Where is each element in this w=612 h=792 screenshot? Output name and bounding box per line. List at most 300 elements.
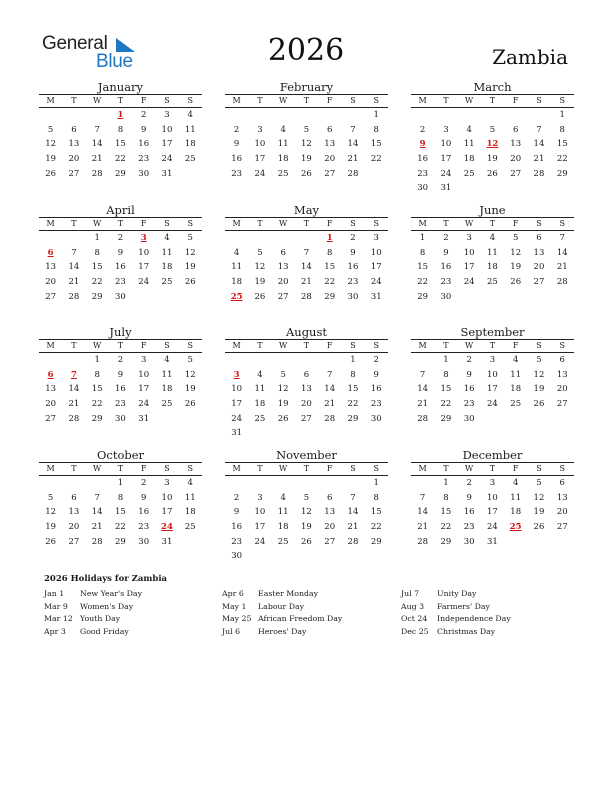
day-cell: 13 — [301, 384, 312, 395]
day-cell: 13 — [45, 384, 57, 395]
day-cell: 28 — [324, 413, 336, 424]
day-cell: 22 — [370, 522, 382, 533]
day-cell: 22 — [115, 154, 126, 165]
day-cell: 17 — [254, 154, 266, 165]
month-name: December — [462, 448, 523, 462]
day-cell: 30 — [115, 413, 126, 424]
holiday-date-label: Jul 7 — [401, 589, 420, 598]
day-cell: 30 — [138, 168, 150, 179]
holiday-list-title: 2026 Holidays for Zambia — [44, 574, 168, 584]
day-grid — [225, 476, 388, 564]
weekday-label: W — [279, 341, 288, 350]
day-cell: 25 — [184, 154, 196, 165]
day-cell: 23 — [138, 154, 150, 165]
day-cell: 5 — [47, 492, 54, 503]
day-cell: 11 — [277, 507, 289, 518]
day-cell: 17 — [487, 507, 498, 518]
day-cell: 2 — [373, 355, 379, 365]
day-cell: 23 — [231, 168, 243, 179]
day-cell: 26 — [533, 399, 545, 410]
day-cell: 28 — [91, 536, 103, 547]
day-cell: 10 — [487, 492, 498, 503]
day-cell: 17 — [231, 399, 243, 410]
day-cell: 21 — [91, 154, 103, 165]
empty-cell — [39, 108, 62, 123]
weekday-label: W — [93, 219, 102, 228]
day-cell: 30 — [138, 536, 150, 547]
day-cell: 24 — [370, 277, 382, 288]
empty-cell — [248, 108, 271, 123]
weekday-label: T — [489, 219, 496, 228]
day-cell: 7 — [419, 369, 426, 380]
day-cell: 6 — [512, 124, 519, 135]
day-cell: 3 — [140, 355, 147, 365]
day-cell: 4 — [257, 369, 263, 380]
weekday-label: W — [93, 464, 102, 473]
day-cell: 10 — [463, 247, 475, 258]
weekday-label: W — [279, 464, 288, 473]
day-cell: 27 — [301, 413, 312, 424]
weekday-label: F — [512, 341, 519, 350]
month-name: July — [109, 325, 132, 339]
day-cell: 29 — [324, 291, 336, 302]
month-september — [411, 325, 574, 426]
day-cell: 16 — [231, 154, 243, 165]
weekday-label: S — [559, 96, 565, 105]
weekday-label: T — [443, 464, 449, 473]
day-cell: 8 — [94, 369, 100, 380]
weekday-label: S — [350, 341, 356, 350]
day-cell: 17 — [370, 262, 382, 273]
day-cell: 19 — [301, 154, 312, 165]
day-cell: 3 — [443, 124, 449, 135]
day-cell: 31 — [370, 291, 382, 302]
day-cell: 14 — [91, 139, 103, 150]
month-january — [39, 80, 202, 181]
empty-cell — [318, 353, 341, 368]
day-cell: 8 — [373, 124, 379, 135]
day-cell: 21 — [417, 522, 429, 533]
day-cell: 20 — [556, 384, 568, 395]
day-cell: 13 — [556, 369, 568, 380]
weekday-header — [225, 462, 388, 476]
day-grid — [225, 231, 388, 304]
day-cell: 11 — [161, 369, 173, 380]
holiday-name: Farmers' Day — [437, 601, 490, 611]
weekday-label: T — [257, 464, 263, 473]
day-cell: 29 — [417, 291, 429, 302]
day-cell: 18 — [487, 262, 498, 273]
day-cell: 10 — [231, 384, 243, 395]
holiday-date-label: May 25 — [222, 614, 252, 623]
day-cell: 3 — [257, 492, 263, 503]
day-cell: 22 — [115, 522, 126, 533]
day-cell: 12 — [45, 507, 57, 518]
day-cell: 7 — [94, 124, 100, 135]
weekday-label: M — [232, 96, 241, 105]
weekday-label: S — [536, 464, 542, 473]
day-cell: 28 — [556, 277, 568, 288]
day-cell: 15 — [324, 262, 336, 273]
day-cell: 30 — [417, 183, 429, 194]
day-cell: 18 — [463, 154, 475, 165]
holiday-row — [401, 626, 571, 639]
day-cell: 1 — [373, 478, 379, 488]
day-cell: 2 — [140, 110, 147, 120]
day-cell: 27 — [556, 399, 568, 410]
weekday-label: T — [489, 464, 496, 473]
day-cell: 5 — [303, 124, 310, 135]
day-cell: 4 — [466, 124, 472, 135]
day-cell: 21 — [324, 399, 336, 410]
day-cell: 20 — [45, 277, 57, 288]
weekday-label: T — [117, 219, 124, 228]
day-cell: 13 — [510, 139, 522, 150]
weekday-label: S — [164, 96, 170, 105]
day-cell: 22 — [556, 154, 568, 165]
empty-cell — [39, 231, 62, 246]
day-cell: 3 — [373, 233, 379, 243]
month-december — [411, 448, 574, 549]
holiday-name: Christmas Day — [437, 626, 496, 636]
day-cell: 6 — [71, 492, 77, 503]
day-grid — [411, 476, 574, 549]
day-grid — [411, 108, 574, 196]
day-cell: 11 — [231, 262, 243, 273]
weekday-header — [39, 94, 202, 108]
day-cell: 24 — [440, 168, 452, 179]
day-cell: 5 — [47, 124, 54, 135]
day-cell: 19 — [533, 507, 545, 518]
day-cell: 17 — [440, 154, 452, 165]
weekday-label: T — [71, 464, 77, 473]
day-cell: 31 — [487, 536, 498, 547]
empty-cell — [272, 353, 295, 368]
empty-cell — [295, 353, 318, 368]
day-cell: 8 — [117, 492, 124, 503]
day-cell: 8 — [94, 247, 100, 258]
day-cell: 20 — [510, 154, 522, 165]
day-cell: 10 — [161, 492, 173, 503]
day-cell: 7 — [303, 247, 310, 258]
day-cell: 20 — [68, 522, 80, 533]
day-cell: 18 — [184, 139, 196, 150]
holiday-row — [401, 588, 571, 601]
day-cell: 14 — [347, 139, 359, 150]
weekday-label: S — [350, 96, 356, 105]
weekday-label: T — [303, 219, 310, 228]
day-grid — [225, 353, 388, 441]
empty-cell — [62, 476, 85, 491]
holiday-date: 25 — [509, 522, 522, 533]
weekday-label: S — [187, 219, 193, 228]
day-cell: 1 — [94, 355, 100, 365]
holiday-date: 3 — [233, 369, 240, 380]
weekday-label: T — [303, 464, 310, 473]
weekday-label: S — [559, 464, 565, 473]
weekday-label: M — [46, 341, 55, 350]
day-cell: 27 — [533, 277, 545, 288]
empty-cell — [62, 353, 85, 368]
day-cell: 18 — [161, 384, 173, 395]
day-cell: 9 — [350, 247, 356, 258]
day-cell: 28 — [68, 291, 80, 302]
holiday-name: Labour Day — [258, 601, 305, 611]
weekday-label: S — [187, 96, 193, 105]
day-cell: 20 — [324, 154, 336, 165]
day-cell: 17 — [463, 262, 475, 273]
day-cell: 16 — [463, 507, 475, 518]
empty-cell — [248, 353, 271, 368]
month-name: November — [276, 448, 337, 462]
day-cell: 28 — [417, 413, 429, 424]
day-cell: 17 — [254, 522, 266, 533]
holiday-date: 1 — [326, 233, 333, 243]
day-cell: 11 — [184, 124, 196, 135]
day-cell: 18 — [510, 384, 522, 395]
day-cell: 4 — [233, 247, 240, 258]
holiday-date: 6 — [47, 247, 54, 258]
empty-cell — [295, 108, 318, 123]
day-cell: 5 — [187, 355, 193, 365]
day-cell: 4 — [280, 492, 286, 503]
weekday-label: M — [46, 219, 55, 228]
day-cell: 4 — [164, 355, 170, 365]
day-cell: 14 — [68, 262, 80, 273]
day-cell: 19 — [277, 399, 289, 410]
day-cell: 7 — [559, 233, 565, 243]
holiday-name: Good Friday — [80, 626, 129, 636]
empty-cell — [248, 476, 271, 491]
day-cell: 1 — [117, 478, 124, 488]
day-cell: 27 — [68, 168, 80, 179]
weekday-label: T — [257, 341, 263, 350]
day-cell: 5 — [536, 478, 542, 488]
day-cell: 19 — [301, 522, 312, 533]
day-cell: 30 — [463, 536, 475, 547]
day-cell: 23 — [231, 536, 243, 547]
day-cell: 25 — [487, 277, 498, 288]
holiday-row — [401, 601, 571, 614]
day-cell: 1 — [443, 355, 449, 365]
day-cell: 1 — [419, 233, 426, 243]
weekday-label: S — [350, 464, 356, 473]
day-cell: 28 — [68, 413, 80, 424]
day-cell: 5 — [280, 369, 286, 380]
day-cell: 1 — [350, 355, 356, 365]
day-cell: 16 — [115, 262, 126, 273]
day-cell: 20 — [45, 399, 57, 410]
day-cell: 4 — [187, 478, 193, 488]
day-cell: 3 — [164, 478, 170, 488]
day-cell: 16 — [370, 384, 382, 395]
day-cell: 11 — [463, 139, 475, 150]
day-cell: 1 — [559, 110, 565, 120]
weekday-label: M — [232, 219, 241, 228]
day-cell: 31 — [440, 183, 452, 194]
day-cell: 10 — [254, 507, 266, 518]
day-cell: 22 — [324, 277, 336, 288]
day-cell: 22 — [440, 399, 452, 410]
day-cell: 21 — [417, 399, 429, 410]
day-cell: 24 — [487, 522, 498, 533]
holiday-date-label: Dec 25 — [401, 626, 429, 636]
day-cell: 22 — [91, 277, 103, 288]
day-cell: 7 — [326, 369, 333, 380]
holiday-date-label: Oct 24 — [401, 614, 428, 623]
day-cell: 19 — [45, 522, 57, 533]
day-cell: 9 — [373, 369, 379, 380]
weekday-label: T — [443, 341, 449, 350]
day-cell: 5 — [187, 233, 193, 243]
day-cell: 24 — [161, 154, 173, 165]
day-cell: 7 — [350, 492, 356, 503]
day-grid — [225, 108, 388, 181]
day-cell: 17 — [487, 384, 498, 395]
day-cell: 27 — [510, 168, 522, 179]
day-cell: 18 — [231, 277, 243, 288]
day-cell: 14 — [324, 384, 336, 395]
day-cell: 23 — [440, 277, 452, 288]
day-cell: 7 — [419, 492, 426, 503]
day-cell: 26 — [277, 413, 289, 424]
day-cell: 31 — [161, 168, 173, 179]
day-cell: 3 — [466, 233, 472, 243]
day-cell: 26 — [301, 168, 312, 179]
holiday-date-label: Jan 1 — [44, 589, 65, 598]
month-november — [225, 448, 388, 564]
holiday-column — [401, 588, 571, 638]
day-cell: 15 — [417, 262, 429, 273]
day-cell: 16 — [138, 507, 150, 518]
empty-cell — [527, 108, 550, 123]
day-cell: 12 — [301, 507, 312, 518]
holiday-name: Easter Monday — [258, 589, 319, 598]
day-cell: 2 — [233, 492, 240, 503]
holiday-row — [222, 626, 392, 639]
day-cell: 27 — [45, 291, 57, 302]
day-cell: 26 — [487, 168, 498, 179]
empty-cell — [318, 476, 341, 491]
empty-cell — [295, 231, 318, 246]
weekday-label: T — [489, 96, 496, 105]
day-cell: 14 — [91, 507, 103, 518]
day-cell: 3 — [257, 124, 263, 135]
day-grid — [39, 476, 202, 549]
day-grid — [39, 353, 202, 426]
day-cell: 1 — [443, 478, 449, 488]
day-cell: 29 — [115, 168, 126, 179]
day-grid — [39, 231, 202, 304]
weekday-label: S — [164, 219, 170, 228]
weekday-label: T — [117, 464, 124, 473]
day-cell: 23 — [463, 399, 475, 410]
holiday-row — [401, 613, 571, 626]
holiday-date-label: Aug 3 — [401, 601, 425, 611]
weekday-label: W — [279, 219, 288, 228]
weekday-label: F — [140, 96, 147, 105]
weekday-label: F — [326, 464, 333, 473]
empty-cell — [225, 476, 248, 491]
day-cell: 4 — [280, 124, 286, 135]
weekday-label: W — [279, 96, 288, 105]
brand-name-blue: Blue — [96, 51, 133, 72]
day-cell: 16 — [440, 262, 452, 273]
holiday-date: 6 — [47, 369, 54, 380]
day-cell: 19 — [487, 154, 498, 165]
day-cell: 13 — [68, 507, 80, 518]
day-cell: 31 — [231, 428, 243, 439]
day-cell: 26 — [184, 399, 196, 410]
day-cell: 6 — [71, 124, 77, 135]
day-grid — [411, 231, 574, 304]
empty-cell — [39, 476, 62, 491]
day-cell: 22 — [370, 154, 382, 165]
holiday-date-label: Jul 6 — [222, 626, 241, 636]
day-cell: 8 — [326, 247, 333, 258]
day-cell: 17 — [138, 384, 150, 395]
holiday-column — [44, 588, 214, 638]
day-cell: 2 — [117, 233, 124, 243]
weekday-label: M — [232, 341, 241, 350]
weekday-label: F — [140, 219, 147, 228]
weekday-label: M — [46, 96, 55, 105]
day-cell: 5 — [536, 355, 542, 365]
day-cell: 30 — [115, 291, 126, 302]
weekday-label: T — [71, 96, 77, 105]
day-cell: 25 — [254, 413, 266, 424]
day-cell: 5 — [512, 233, 519, 243]
day-cell: 26 — [533, 522, 545, 533]
weekday-label: F — [512, 219, 519, 228]
day-cell: 23 — [115, 277, 126, 288]
day-cell: 21 — [556, 262, 568, 273]
day-cell: 21 — [347, 154, 359, 165]
weekday-label: S — [536, 96, 542, 105]
day-cell: 7 — [536, 124, 542, 135]
empty-cell — [458, 108, 481, 123]
day-cell: 15 — [115, 139, 126, 150]
day-cell: 17 — [138, 262, 150, 273]
weekday-label: T — [117, 341, 124, 350]
day-cell: 20 — [277, 277, 289, 288]
day-cell: 10 — [161, 124, 173, 135]
empty-cell — [225, 108, 248, 123]
month-march — [411, 80, 574, 196]
day-cell: 18 — [277, 154, 289, 165]
weekday-label: S — [559, 219, 565, 228]
day-cell: 26 — [45, 536, 57, 547]
holiday-date: 1 — [117, 110, 124, 120]
day-cell: 26 — [510, 277, 522, 288]
day-cell: 16 — [138, 139, 150, 150]
day-cell: 29 — [556, 168, 568, 179]
day-cell: 23 — [138, 522, 150, 533]
day-cell: 9 — [233, 139, 240, 150]
day-cell: 16 — [463, 384, 475, 395]
weekday-label: S — [373, 341, 379, 350]
day-cell: 27 — [556, 522, 568, 533]
day-cell: 16 — [417, 154, 429, 165]
day-grid — [39, 108, 202, 181]
day-cell: 17 — [161, 507, 173, 518]
day-cell: 23 — [370, 399, 382, 410]
weekday-label: S — [559, 341, 565, 350]
day-cell: 29 — [91, 413, 103, 424]
month-august — [225, 325, 388, 441]
weekday-header — [411, 217, 574, 231]
month-name: August — [285, 325, 327, 339]
